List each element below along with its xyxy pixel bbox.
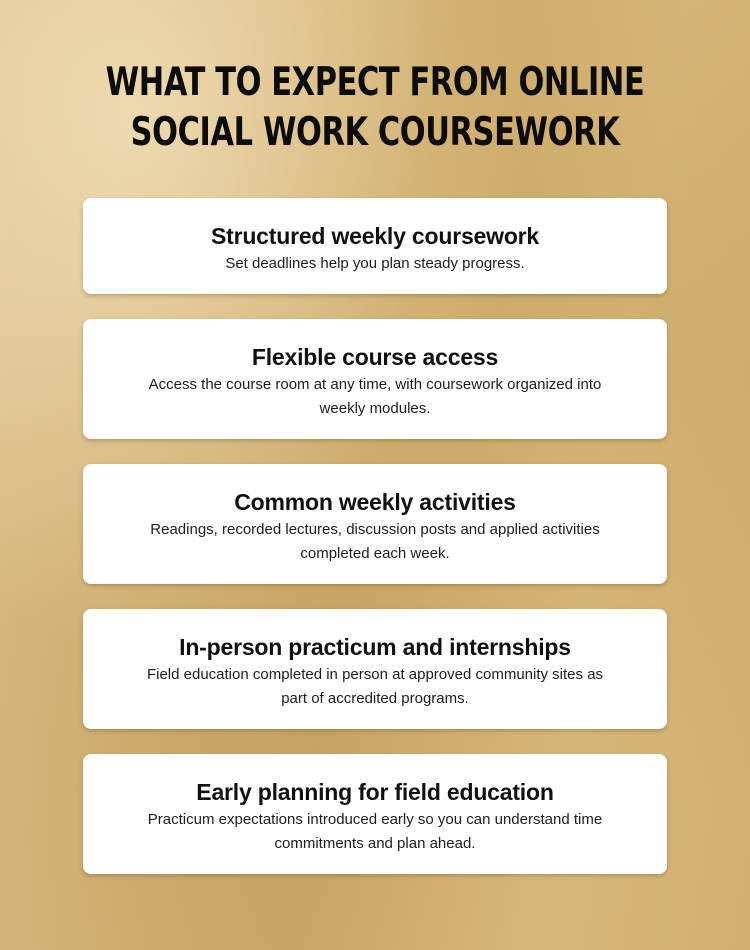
card-description: Set deadlines help you plan steady progress.: [225, 255, 525, 272]
card-heading: Early planning for field education: [196, 779, 554, 805]
card-heading: In-person practicum and internships: [179, 634, 571, 660]
card-description: Practicum expectations introduced early so you can understand time commitments and plan ahead.: [147, 811, 603, 852]
info-card-early-planning: [83, 754, 667, 874]
info-card-common-weekly-activities: [83, 464, 667, 584]
card-description: Access the course room at any time, with coursework organized into weekly modules.: [148, 376, 602, 417]
card-description: Readings, recorded lectures, discussion posts and applied activities completed each week.: [150, 521, 600, 562]
card-heading: Common weekly activities: [234, 489, 516, 515]
info-card-flexible-course-access: [83, 319, 667, 439]
info-card-list: [83, 198, 667, 899]
info-card-in-person-practicum: [83, 609, 667, 729]
card-heading: Structured weekly coursework: [210, 223, 540, 249]
info-card-structured-weekly-coursework: [83, 198, 667, 294]
page-title-line-2: SOCIAL WORK COURSEWORK: [130, 110, 620, 155]
page-title: [83, 58, 668, 158]
page-title-line-1: WHAT TO EXPECT FROM ONLINE: [105, 60, 645, 105]
card-heading: Flexible course access: [251, 344, 499, 370]
card-description: Field education completed in person at approved community sites as part of accredited programs.: [146, 666, 604, 707]
